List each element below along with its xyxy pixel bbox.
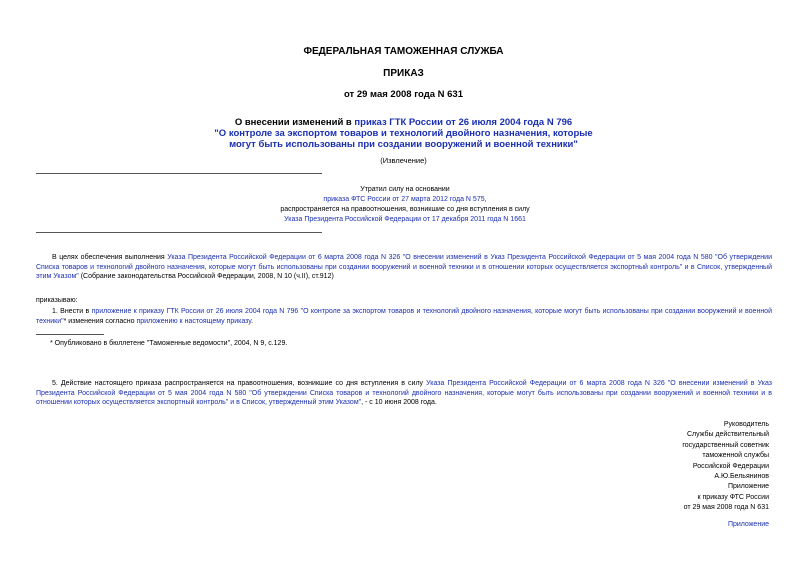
doc-type-heading: ПРИКАЗ (383, 68, 424, 79)
title-link-line2[interactable]: "О контроле за экспортом товаров и технологий двойного назначения, которые (214, 128, 593, 139)
signature-block: Руководитель Службы действительный государственный советник таможенной службы Российской Федерации А.Ю.Бельянинов Приложение к приказу ФТС России от 29 мая 2008 года N 631 (682, 421, 769, 512)
decree-link[interactable]: Указа Президента Российской Федерации от 17 декабря 2011 года N 1661 (284, 216, 526, 223)
agency-heading: ФЕДЕРАЛЬНАЯ ТАМОЖЕННАЯ СЛУЖБА (303, 46, 504, 57)
decree-326-link-2[interactable]: Указа Президента Российской Федерации от 6 марта 2008 года N 326 "О внесении изменений в Указ Президента Российской Федерации от 5 мая 2004 года N 580 "Об утверждении Списка товаров и технологий двойного назначения, которые могут быть использованы при создании вооружений и военной техники и в отношении которых осуществляется экспортный контроль" и в Список, утвержденный этим Указом" (36, 380, 772, 406)
order-word: приказываю: (36, 297, 78, 304)
footnote: * Опубликовано в бюллетене "Таможенные ведомости", 2004, N 9, с.129. (50, 340, 288, 347)
repeal-order-link[interactable]: приказа ФТС России от 27 марта 2012 года N 575, (323, 196, 487, 203)
document-title: О внесении изменений в приказ ГТК России от 26 июля 2004 года N 796 "О контроле за экспортом товаров и технологий двойного назначения, которые могут быть использованы при создании вооружений и военной техники" (214, 117, 593, 150)
paragraph-item-1: 1. Внести в приложение к приказу ГТК России от 26 июля 2004 года N 796 "О контроле за экспортом товаров и технологий двойного назначения, которые могут быть использованы при создании вооружений и военной техники"* изменения согласно приложению к настоящему приказу. (36, 308, 772, 325)
divider (36, 232, 322, 233)
repeal-basis: Утратил силу на основании приказа ФТС России от 27 марта 2012 года N 575, распространяется на правоотношения, возникшие со дня вступления в силу Указа Президента Российской Федерации от 17 декабря 2011 года N 1661 (250, 185, 560, 225)
extract-label: (Извлечение) (380, 156, 427, 165)
footnote-divider (36, 334, 104, 335)
appendix-link[interactable]: Приложение (727, 521, 769, 528)
divider (36, 173, 322, 174)
title-link-line3[interactable]: могут быть использованы при создании вооружений и военной техники" (229, 139, 578, 150)
appendix-link-inline[interactable]: приложению к настоящему приказу (136, 317, 252, 325)
title-link[interactable]: приказ ГТК России от 26 июля 2004 года N 796 (354, 117, 573, 128)
order-date: от 29 мая 2008 года N 631 (343, 89, 464, 100)
paragraph-preamble: В целях обеспечения выполнения Указа Президента Российской Федерации от 6 марта 2008 года N 326 "О внесении изменений в Указ Президента Российской Федерации от 5 мая 2004 года N 580 "Об утверждении Списка товаров и технологий двойного назначения, которые могут быть использованы при создании вооружений и военной техники и в отношении которых осуществляется экспортный контроль" и в Список, утвержденный этим Указом" (Собрание законодательства Российской Федерации, 2008, N 10 (ч.II), ст.912) (36, 254, 772, 280)
decree-326-link[interactable]: Указа Президента Российской Федерации от 6 марта 2008 года N 326 "О внесении изменений в Указ Президента Российской Федерации от 5 мая 2004 года N 580 "Об утверждении Списка товаров и технологий двойного назначения, которые могут быть использованы при создании вооружений и военной техники и в отношении которых осуществляется экспортный контроль" и в Список, утвержденный этим Указом" (36, 254, 772, 280)
order-796-appendix-link[interactable]: приложение к приказу ГТК России от 26 июля 2004 года N 796 "О контроле за экспортом товаров и технологий двойного назначения, которые могут быть использованы при создании вооружений и военной техники" (36, 308, 772, 325)
paragraph-item-5: 5. Действие настоящего приказа распространяется на правоотношения, возникшие со дня вступления в силу Указа Президента Российской Федерации от 6 марта 2008 года N 326 "О внесении изменений в Указ Президента Российской Федерации от 5 мая 2004 года N 580 "Об утверждении Списка товаров и технологий двойного назначения, которые могут быть использованы при создании вооружений и военной техники и в отношении которых осуществляется экспортный контроль" и в Список, утвержденный этим Указом", - с 10 июня 2008 года. (36, 380, 772, 406)
